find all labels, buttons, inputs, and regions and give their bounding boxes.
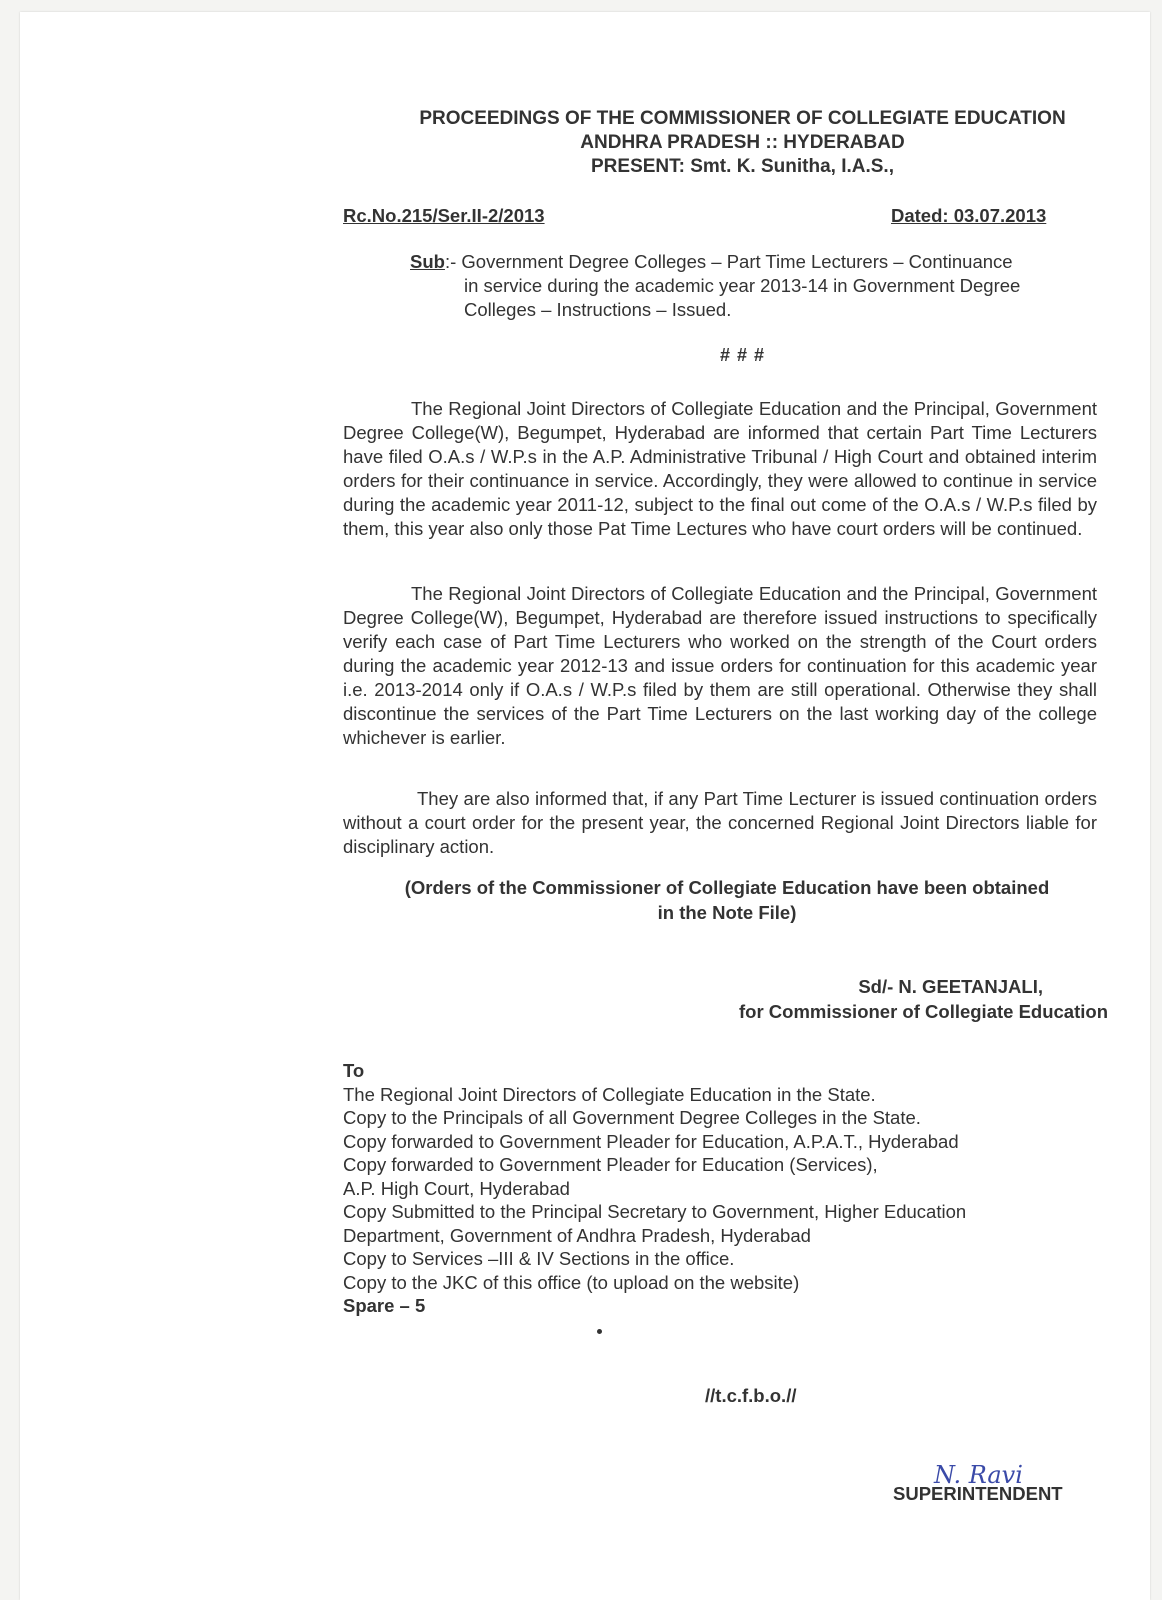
subject-block xyxy=(410,250,1100,322)
to-label: To xyxy=(343,1060,365,1081)
paragraph-2 xyxy=(343,582,1097,750)
distribution-line: Copy to the JKC of this office (to upload on the website) xyxy=(343,1271,800,1293)
signatory-name: Sd/- N. GEETANJALI, xyxy=(858,976,1043,997)
header-line-2: ANDHRA PRADESH :: HYDERABAD xyxy=(580,132,905,153)
orders-note xyxy=(350,875,1104,925)
paragraph-1-text: The Regional Joint Directors of Collegiate Education and the Principal, Government Degree College(W), Begumpet, Hyderabad are informed that certain Part Time Lecturers have filed O.A.s / W.P.s in the A.P. Administrative Tribunal / High Court and obtained interim orders for their continuance in service. Accordingly, they were allowed to continue in service during the academic year 2011-12, subject to the final out come of the O.A.s / W.P.s filed by them, this year also only those Pat Time Lectures who have court orders will be continued. xyxy=(343,398,1097,539)
paragraph-3 xyxy=(343,787,1097,859)
distribution-line: A.P. High Court, Hyderabad xyxy=(343,1177,570,1199)
note-line-1: (Orders of the Commissioner of Collegiate Education have been obtained xyxy=(404,877,1050,898)
distribution-line: The Regional Joint Directors of Collegiate Education in the State. xyxy=(343,1083,876,1105)
signature-text: N. Ravi xyxy=(934,1461,1023,1489)
reference-number: Rc.No.215/Ser.II-2/2013 xyxy=(343,205,545,226)
end-mark: //t.c.f.b.o.// xyxy=(705,1385,797,1406)
subject-line-1: :- Government Degree Colleges – Part Time Lecturers – Continuance xyxy=(444,251,1013,272)
spare-copies: Spare – 5 xyxy=(343,1295,426,1316)
distribution-list xyxy=(343,1059,1103,1318)
distribution-line: Copy forwarded to Government Pleader for Education, A.P.A.T., Hyderabad xyxy=(343,1130,959,1152)
header-line-3: PRESENT: Smt. K. Sunitha, I.A.S., xyxy=(591,156,894,177)
signature-block xyxy=(739,974,1108,1024)
section-separator: # # # xyxy=(720,345,766,365)
document-header xyxy=(360,107,1125,179)
distribution-line: Copy forwarded to Government Pleader for Education (Services), xyxy=(343,1154,878,1175)
distribution-line: Copy to Services –III & IV Sections in the office. xyxy=(343,1248,735,1269)
header-line-1: PROCEEDINGS OF THE COMMISSIONER OF COLLEGIATE EDUCATION xyxy=(419,108,1066,129)
signatory-designation: for Commissioner of Collegiate Education xyxy=(738,1001,1108,1022)
paragraph-1 xyxy=(343,397,1097,541)
note-line-2: in the Note File) xyxy=(657,902,797,923)
reference-date: Dated: 03.07.2013 xyxy=(891,205,1047,226)
stray-dot xyxy=(597,1329,602,1334)
superintendent-title: SUPERINTENDENT xyxy=(893,1483,1063,1504)
paragraph-2-text: The Regional Joint Directors of Collegiate Education and the Principal, Government Degree College(W), Begumpet, Hyderabad are therefore issued instructions to specifically verify each case of Part Time Lecturers who worked on the strength of the Court orders during the academic year 2012-13 and issue orders for continuation for this academic year i.e. 2013-2014 only if O.A.s / W.P.s filed by them are still operational. Otherwise they shall discontinue the services of the Part Time Lecturers on the last working day of the college whichever is earlier. xyxy=(343,583,1097,748)
subject-label: Sub xyxy=(410,251,445,272)
distribution-line: Copy to the Principals of all Government Degree Colleges in the State. xyxy=(343,1107,921,1128)
paragraph-3-text: They are also informed that, if any Part Time Lecturer is issued continuation orders without a court order for the present year, the concerned Regional Joint Directors liable for disciplinary action. xyxy=(343,788,1097,857)
subject-line-3: Colleges – Instructions – Issued. xyxy=(464,299,732,320)
subject-line-2: in service during the academic year 2013-14 in Government Degree xyxy=(464,275,1021,296)
distribution-line: Department, Government of Andhra Pradesh, Hyderabad xyxy=(343,1224,811,1246)
document-page xyxy=(20,12,1150,1600)
distribution-line: Copy Submitted to the Principal Secretary to Government, Higher Education xyxy=(343,1201,967,1222)
